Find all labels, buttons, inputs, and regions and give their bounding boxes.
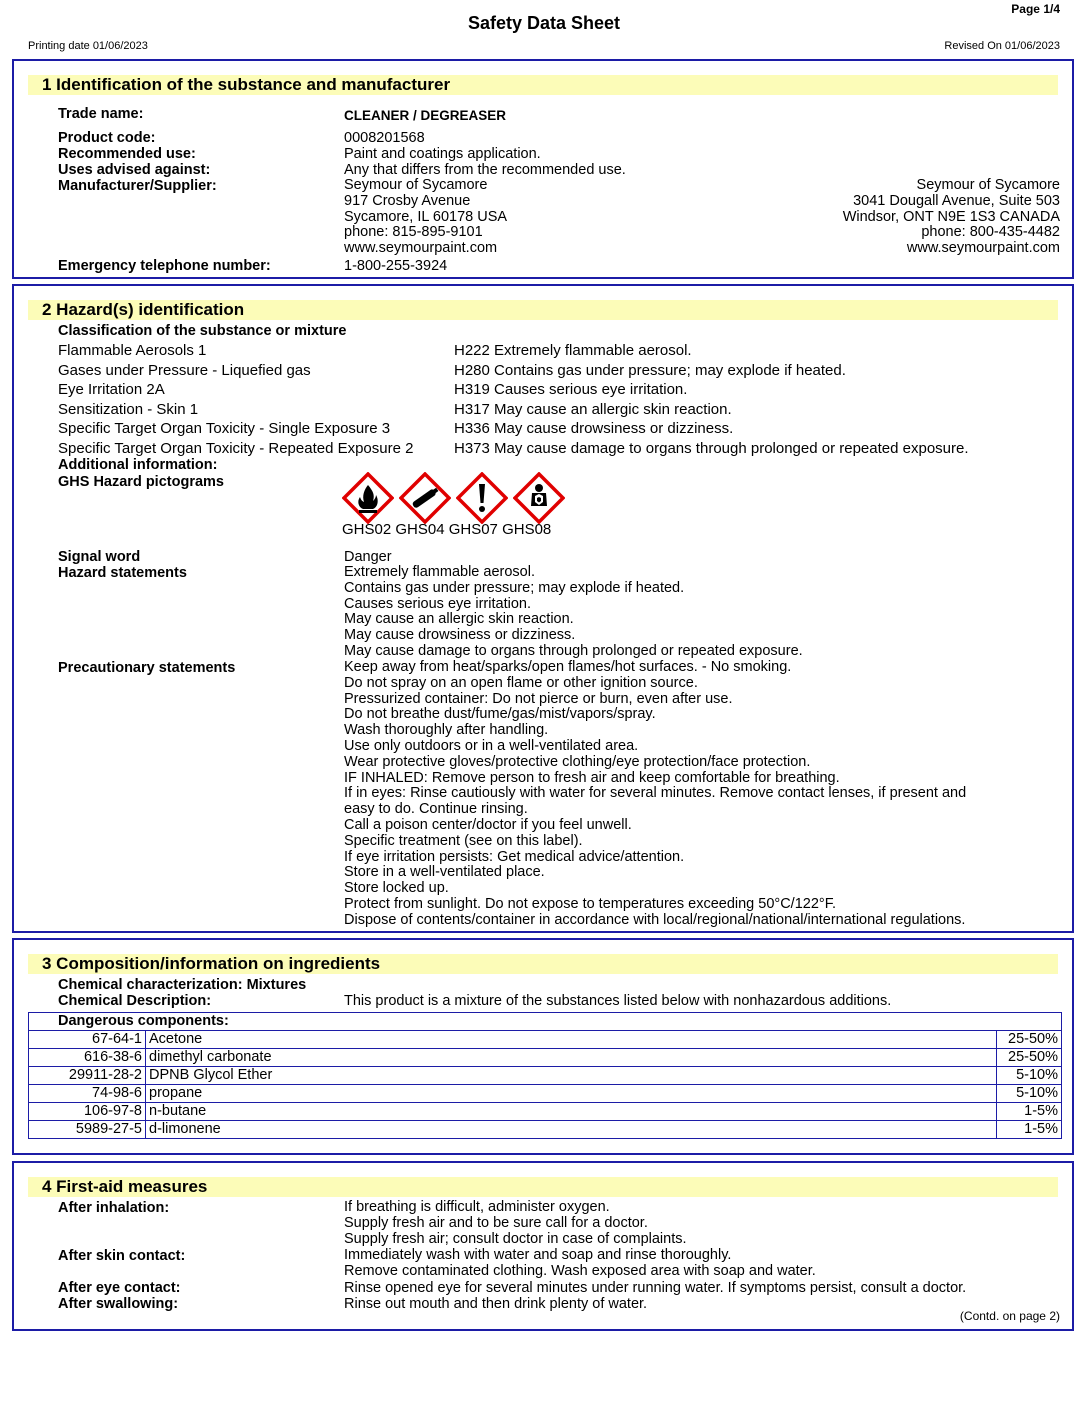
recommended-use: Paint and coatings application. xyxy=(344,146,541,162)
class-code: H317 May cause an allergic skin reaction. xyxy=(454,401,732,418)
cas-number: 67-64-1 xyxy=(29,1031,146,1049)
pictogram-codes: GHS02 GHS04 GHS07 GHS08 xyxy=(342,521,552,538)
precautionary-statement: Keep away from heat/sparks/open flames/hot surfaces. - No smoking. xyxy=(344,659,792,675)
first-aid-line: Immediately wash with water and soap and rinse thoroughly. xyxy=(344,1247,732,1263)
cas-number: 616-38-6 xyxy=(29,1049,146,1067)
class-code: H319 Causes serious eye irritation. xyxy=(454,381,688,398)
component-percent: 25-50% xyxy=(997,1049,1062,1067)
manufacturer-canada xyxy=(843,178,1060,257)
product-code: 0008201568 xyxy=(344,130,425,146)
component-percent: 5-10% xyxy=(997,1067,1062,1085)
cas-number: 74-98-6 xyxy=(29,1085,146,1103)
manufacturer-label: Manufacturer/Supplier: xyxy=(58,178,217,194)
precautionary-statement: Pressurized container: Do not pierce or burn, even after use. xyxy=(344,690,733,707)
hazard-statement: May cause damage to organs through prolonged or repeated exposure. xyxy=(344,642,803,659)
first-aid-line: Supply fresh air and to be sure call for a doctor. xyxy=(344,1214,648,1231)
after-inhalation-label: After inhalation: xyxy=(58,1200,170,1216)
after-eye-contact-label: After eye contact: xyxy=(58,1280,181,1296)
components-table xyxy=(28,1012,1062,1139)
product-code-label: Product code: xyxy=(58,130,156,146)
mfr-line: phone: 815-895-9101 xyxy=(344,224,483,241)
mfr-line: www.seymourpaint.com xyxy=(906,240,1060,257)
hazard-statements xyxy=(344,565,803,660)
signal-word: Danger xyxy=(344,549,392,565)
precautionary-statement: If eye irritation persists: Get medical advice/attention. xyxy=(344,848,685,865)
mfr-line: www.seymourpaint.com xyxy=(344,240,498,257)
first-aid-line: Remove contaminated clothing. Wash exposed area with soap and water. xyxy=(344,1262,816,1279)
class-name: Gases under Pressure - Liquefied gas xyxy=(58,362,311,379)
class-code: H222 Extremely flammable aerosol. xyxy=(454,342,692,359)
section-composition xyxy=(12,938,1074,1155)
precautionary-statement: Store in a well-ventilated place. xyxy=(344,864,545,881)
after-inhalation xyxy=(344,1200,687,1247)
component-name: DPNB Glycol Ether xyxy=(146,1067,997,1085)
after-skin-contact xyxy=(344,1248,816,1280)
section-heading: 3 Composition/information on ingredients xyxy=(28,954,1058,974)
table-row xyxy=(29,1049,1062,1067)
gas-cylinder-icon xyxy=(399,472,451,524)
mfr-line: Seymour of Sycamore xyxy=(916,177,1060,193)
components-header: Dangerous components: xyxy=(29,1013,1062,1031)
precautionary-statement: Use only outdoors or in a well-ventilated area. xyxy=(344,737,639,754)
hazard-statement: Causes serious eye irritation. xyxy=(344,595,531,612)
class-code: H280 Contains gas under pressure; may explode if heated. xyxy=(454,362,846,379)
printing-date: Printing date 01/06/2023 xyxy=(28,40,148,52)
mfr-line: 917 Crosby Avenue xyxy=(344,192,471,209)
precautionary-statement: easy to do. Continue rinsing. xyxy=(344,801,528,818)
mfr-line: 3041 Dougall Avenue, Suite 503 xyxy=(853,192,1060,209)
after-skin-contact-label: After skin contact: xyxy=(58,1248,186,1264)
component-name: n-butane xyxy=(146,1103,997,1121)
flame-icon xyxy=(342,472,394,524)
table-row xyxy=(29,1067,1062,1085)
precautionary-statement: Specific treatment (see on this label). xyxy=(344,832,583,849)
mfr-line: Seymour of Sycamore xyxy=(344,177,488,193)
precautionary-statements-label: Precautionary statements xyxy=(58,660,236,676)
section-heading: 4 First-aid measures xyxy=(28,1177,1058,1197)
hazard-statement: Extremely flammable aerosol. xyxy=(344,564,535,580)
table-row xyxy=(29,1085,1062,1103)
component-name: Acetone xyxy=(146,1031,997,1049)
chemical-description: This product is a mixture of the substances listed below with nonhazardous additions. xyxy=(344,993,892,1009)
trade-name: CLEANER / DEGREASER xyxy=(344,108,507,123)
section-hazards xyxy=(12,284,1074,933)
mfr-line: phone: 800-435-4482 xyxy=(921,224,1060,241)
after-eye-contact: Rinse opened eye for several minutes under running water. If symptoms persist, consult a doctor. xyxy=(344,1280,967,1296)
uses-against: Any that differs from the recommended use. xyxy=(344,162,626,178)
exclamation-icon xyxy=(456,472,508,524)
document-title: Safety Data Sheet xyxy=(467,13,621,33)
table-row xyxy=(29,1103,1062,1121)
section-heading: 1 Identification of the substance and manufacturer xyxy=(28,75,1058,95)
recommended-use-label: Recommended use: xyxy=(58,146,196,162)
trade-name-label: Trade name: xyxy=(58,106,144,122)
table-header-row xyxy=(29,1013,1062,1031)
component-name: propane xyxy=(146,1085,997,1103)
uses-against-label: Uses advised against: xyxy=(58,162,211,178)
cas-number: 5989-27-5 xyxy=(29,1121,146,1139)
after-swallowing-label: After swallowing: xyxy=(58,1296,179,1312)
precautionary-statement: Store locked up. xyxy=(344,880,449,897)
class-name: Flammable Aerosols 1 xyxy=(58,342,207,359)
precautionary-statement: If in eyes: Rinse cautiously with water for several minutes. Remove contact lenses, if present and xyxy=(344,785,967,802)
section-first-aid xyxy=(12,1161,1074,1331)
first-aid-line: Supply fresh air; consult doctor in case of complaints. xyxy=(344,1230,687,1247)
precautionary-statement: Do not spray on an open flame or other ignition source. xyxy=(344,674,698,691)
ghs-pictograms-label: GHS Hazard pictograms xyxy=(58,474,224,490)
precautionary-statements xyxy=(344,660,966,929)
health-hazard-icon xyxy=(513,472,565,524)
after-swallowing: Rinse out mouth and then drink plenty of water. xyxy=(344,1296,648,1312)
class-name: Specific Target Organ Toxicity - Single Exposure 3 xyxy=(58,420,391,437)
chemical-characterization: Chemical characterization: Mixtures xyxy=(58,977,307,993)
precautionary-statement: Wear protective gloves/protective clothing/eye protection/face protection. xyxy=(344,753,811,770)
chemical-description-label: Chemical Description: xyxy=(58,993,212,1009)
component-percent: 1-5% xyxy=(997,1121,1062,1139)
mfr-line: Sycamore, IL 60178 USA xyxy=(344,208,508,225)
class-code: H336 May cause drowsiness or dizziness. xyxy=(454,420,734,437)
component-percent: 25-50% xyxy=(997,1031,1062,1049)
component-percent: 5-10% xyxy=(997,1085,1062,1103)
signal-word-label: Signal word xyxy=(58,549,141,565)
table-row xyxy=(29,1031,1062,1049)
class-name: Specific Target Organ Toxicity - Repeated Exposure 2 xyxy=(58,440,414,457)
component-name: dimethyl carbonate xyxy=(146,1049,997,1067)
precautionary-statement: Wash thoroughly after handling. xyxy=(344,722,549,739)
hazard-statement: May cause an allergic skin reaction. xyxy=(344,611,574,628)
emergency-phone: 1-800-255-3924 xyxy=(344,258,448,274)
revised-date: Revised On 01/06/2023 xyxy=(944,40,1060,52)
table-row xyxy=(29,1121,1062,1139)
component-name: d-limonene xyxy=(146,1121,997,1139)
precautionary-statement: IF INHALED: Remove person to fresh air and keep comfortable for breathing. xyxy=(344,769,840,786)
page-number: Page 1/4 xyxy=(1011,2,1060,16)
section-heading: 2 Hazard(s) identification xyxy=(28,300,1058,320)
class-code: H373 May cause damage to organs through prolonged or repeated exposure. xyxy=(454,440,969,457)
precautionary-statement: Dispose of contents/container in accordance with local/regional/national/international regulations. xyxy=(344,911,966,928)
class-name: Eye Irritation 2A xyxy=(58,381,165,398)
precautionary-statement: Call a poison center/doctor if you feel unwell. xyxy=(344,816,632,833)
manufacturer-usa xyxy=(344,178,507,257)
cas-number: 106-97-8 xyxy=(29,1103,146,1121)
hazard-statement: May cause drowsiness or dizziness. xyxy=(344,627,576,644)
section-identification xyxy=(12,59,1074,279)
precautionary-statement: Protect from sunlight. Do not expose to temperatures exceeding 50°C/122°F. xyxy=(344,895,836,912)
cas-number: 29911-28-2 xyxy=(29,1067,146,1085)
continued-note: (Contd. on page 2) xyxy=(959,1309,1060,1323)
classification-label: Classification of the substance or mixture xyxy=(58,323,347,339)
emergency-phone-label: Emergency telephone number: xyxy=(58,258,271,274)
component-percent: 1-5% xyxy=(997,1103,1062,1121)
first-aid-line: If breathing is difficult, administer oxygen. xyxy=(344,1199,610,1215)
mfr-line: Windsor, ONT N9E 1S3 CANADA xyxy=(842,208,1060,225)
hazard-statement: Contains gas under pressure; may explode if heated. xyxy=(344,579,685,596)
class-name: Sensitization - Skin 1 xyxy=(58,401,199,418)
additional-info-label: Additional information: xyxy=(58,457,218,473)
precautionary-statement: Do not breathe dust/fume/gas/mist/vapors/spray. xyxy=(344,706,656,723)
hazard-statements-label: Hazard statements xyxy=(58,565,187,581)
